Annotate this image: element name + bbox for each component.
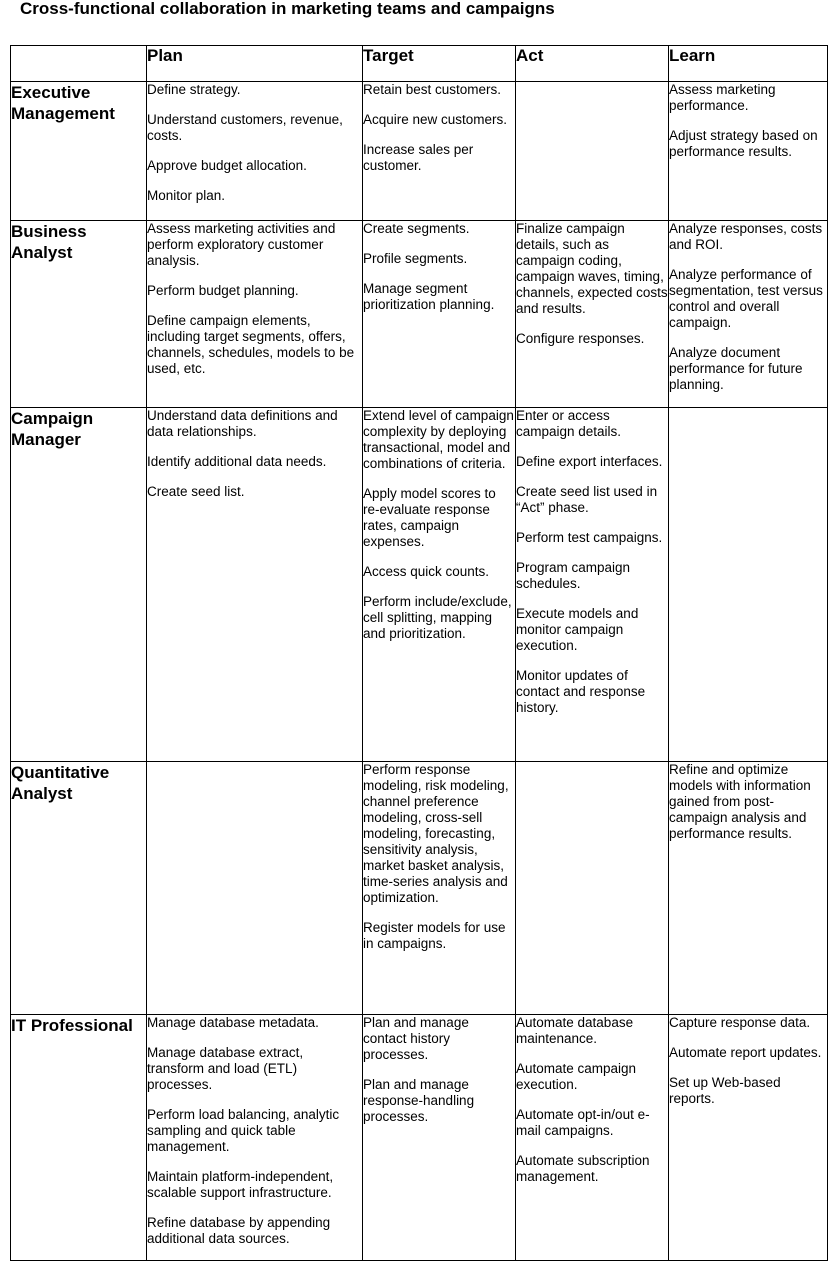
task-item: Manage database extract, transform and load (ETL) processes. (147, 1045, 304, 1092)
task-item: Define strategy. (147, 82, 241, 97)
task-item: Plan and manage response-handling processes. (363, 1077, 475, 1124)
task-item: Refine and optimize models with information gained from post-campaign analysis and performance results. (669, 762, 811, 841)
task-item: Automate opt-in/out e-mail campaigns. (516, 1107, 650, 1138)
task-item: Perform test campaigns. (516, 530, 663, 545)
task-item: Capture response data. (669, 1015, 811, 1030)
task-item: Define campaign elements, including target segments, offers, channels, schedules, models to be used, etc. (147, 313, 355, 376)
task-item: Plan and manage contact history processes. (363, 1015, 469, 1062)
table-row (11, 82, 828, 221)
task-list (363, 221, 515, 313)
task-item: Analyze document performance for future planning. (669, 345, 803, 392)
task-item: Assess marketing performance. (669, 82, 776, 113)
cell-plan (147, 82, 363, 221)
cell-learn (669, 408, 828, 762)
task-item: Analyze responses, costs and ROI. (669, 221, 823, 252)
task-item: Increase sales per customer. (363, 142, 474, 173)
task-item: Refine database by appending additional data sources. (147, 1215, 331, 1246)
cell-plan (147, 762, 363, 1015)
table-row (11, 408, 828, 762)
task-item: Create seed list used in “Act” phase. (516, 484, 658, 515)
cell-act (516, 82, 669, 221)
task-list (147, 82, 362, 204)
task-item: Program campaign schedules. (516, 560, 631, 591)
task-item: Manage segment prioritization planning. (363, 281, 495, 312)
cell-target (363, 408, 516, 762)
task-item: Enter or access campaign details. (516, 408, 622, 439)
task-item: Configure responses. (516, 331, 645, 346)
document-title: Cross-functional collaboration in marketing teams and campaigns (20, 0, 555, 18)
task-item: Approve budget allocation. (147, 158, 307, 173)
row-header-role: Executive Management (11, 82, 147, 221)
task-item: Acquire new customers. (363, 112, 508, 127)
task-item: Access quick counts. (363, 564, 490, 579)
cell-act (516, 762, 669, 1015)
task-item: Monitor plan. (147, 188, 226, 203)
task-item: Analyze performance of segmentation, test versus control and overall campaign. (669, 267, 823, 330)
task-item: Execute models and monitor campaign execution. (516, 606, 639, 653)
task-list (516, 1015, 668, 1185)
cell-learn (669, 1015, 828, 1261)
task-item: Maintain platform-independent, scalable support infrastructure. (147, 1169, 334, 1200)
task-item: Finalize campaign details, such as campaign coding, campaign waves, timing, channels, expected costs and results. (516, 221, 668, 316)
cell-plan (147, 408, 363, 762)
task-list (147, 408, 362, 500)
cell-learn (669, 762, 828, 1015)
task-item: Profile segments. (363, 251, 468, 266)
task-item: Adjust strategy based on performance results. (669, 128, 818, 159)
cell-learn (669, 221, 828, 408)
cell-target (363, 221, 516, 408)
cell-plan (147, 221, 363, 408)
task-item: Apply model scores to re-evaluate response rates, campaign expenses. (363, 486, 496, 549)
task-item: Perform include/exclude, cell splitting, mapping and prioritization. (363, 594, 512, 641)
table-row (11, 762, 828, 1015)
column-header-learn: Learn (669, 46, 828, 82)
task-item: Manage database metadata. (147, 1015, 319, 1030)
task-list (363, 408, 515, 642)
task-list (363, 762, 515, 952)
row-header-role: IT Professional (11, 1015, 147, 1261)
task-list (363, 82, 515, 174)
cell-target (363, 82, 516, 221)
task-list (147, 1015, 362, 1247)
task-item: Automate report updates. (669, 1045, 822, 1060)
task-item: Monitor updates of contact and response history. (516, 668, 646, 715)
cell-learn (669, 82, 828, 221)
collaboration-table (10, 45, 828, 1261)
task-item: Extend level of campaign complexity by deploying transactional, model and combinations of criteria. (363, 408, 514, 471)
cell-target (363, 1015, 516, 1261)
task-list (363, 1015, 515, 1125)
column-header-plan: Plan (147, 46, 363, 82)
task-item: Create seed list. (147, 484, 245, 499)
task-item: Understand customers, revenue, costs. (147, 112, 343, 143)
row-header-role: Quantitative Analyst (11, 762, 147, 1015)
column-header-act: Act (516, 46, 669, 82)
row-header-role: Campaign Manager (11, 408, 147, 762)
task-item: Automate subscription management. (516, 1153, 650, 1184)
task-item: Perform budget planning. (147, 283, 299, 298)
task-list (669, 82, 827, 160)
cell-act (516, 221, 669, 408)
corner-cell (11, 46, 147, 82)
task-item: Understand data definitions and data relationships. (147, 408, 338, 439)
task-item: Automate database maintenance. (516, 1015, 634, 1046)
row-header-role: Business Analyst (11, 221, 147, 408)
task-item: Perform load balancing, analytic sampling and quick table management. (147, 1107, 340, 1154)
task-item: Retain best customers. (363, 82, 502, 97)
task-list (516, 221, 668, 347)
task-item: Assess marketing activities and perform exploratory customer analysis. (147, 221, 336, 268)
table-row (11, 221, 828, 408)
task-item: Set up Web-based reports. (669, 1075, 781, 1106)
cell-act (516, 408, 669, 762)
task-item: Identify additional data needs. (147, 454, 327, 469)
task-item: Automate campaign execution. (516, 1061, 637, 1092)
column-header-target: Target (363, 46, 516, 82)
task-list (147, 221, 362, 377)
task-item: Register models for use in campaigns. (363, 920, 506, 951)
table-row (11, 1015, 828, 1261)
cell-target (363, 762, 516, 1015)
task-list (669, 1015, 827, 1107)
header-row (11, 46, 828, 82)
task-item: Perform response modeling, risk modeling, channel preference modeling, cross-sell modeling, forecasting, sensitivity analysis, market basket analysis, time-series analysis and optimization. (363, 762, 509, 905)
task-list (669, 221, 827, 393)
task-item: Create segments. (363, 221, 470, 236)
task-list (669, 762, 827, 842)
task-list (516, 408, 668, 716)
cell-act (516, 1015, 669, 1261)
task-item: Define export interfaces. (516, 454, 663, 469)
cell-plan (147, 1015, 363, 1261)
